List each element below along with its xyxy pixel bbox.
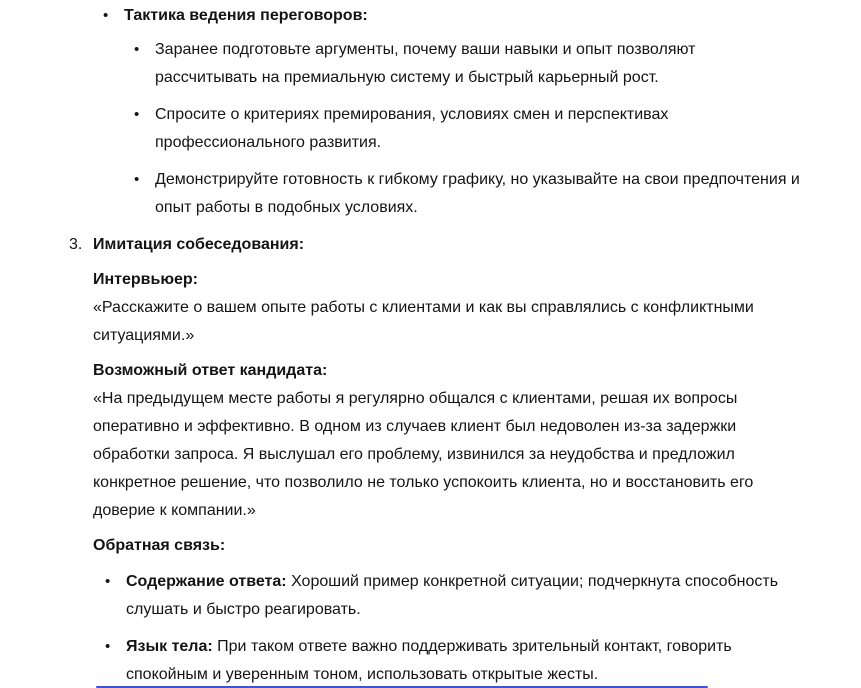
answer-text: «На предыдущем месте работы я регулярно общался с клиентами, решая их вопросы оперативно и эффективно. В одном из случаев клиент был недоволен из-за задержки обработки запроса. Я выслушал его проблему, извинился за неудобства и предложил конкретное решение, что позволило не только успокоить клиента, но и восстановить его доверие к компании.» bbox=[93, 390, 754, 519]
list-item bbox=[134, 166, 800, 222]
feedback-item-label: Язык тела: bbox=[126, 638, 213, 655]
feedback-label: Обратная связь: bbox=[93, 537, 226, 554]
negotiation-point-text: Заранее подготовьте аргументы, почему ваши навыки и опыт позволяют рассчитывать на премиальную систему и быстрый карьерный рост. bbox=[155, 41, 696, 86]
feedback-item-text: Хороший пример конкретной ситуации; подчеркнута способность слушать и быстро реагировать. bbox=[126, 573, 779, 618]
list-item-3 bbox=[69, 231, 793, 688]
interviewer-quote: «Расскажите о вашем опыте работы с клиентами и как вы справлялись с конфликтными ситуациями.» bbox=[93, 299, 754, 344]
candidate-answer-block bbox=[93, 357, 793, 525]
feedback-list bbox=[93, 568, 793, 688]
numbered-list bbox=[0, 231, 861, 688]
negotiation-title: Тактика ведения переговоров: bbox=[124, 7, 368, 24]
feedback-item-text: При таком ответе важно поддерживать зрительный контакт, говорить спокойным и уверенным тоном, использовать открытые жесты. bbox=[126, 638, 732, 683]
negotiation-point-text: Спросите о критериях премирования, условиях смен и перспективах профессионального развития. bbox=[155, 106, 669, 151]
mock-interview-heading bbox=[93, 231, 793, 259]
bullet-marker: • bbox=[105, 638, 111, 655]
negotiation-list bbox=[0, 2, 861, 222]
list-item bbox=[134, 36, 800, 92]
list-number: 3. bbox=[69, 236, 83, 253]
list-item bbox=[105, 633, 781, 688]
bullet-marker: • bbox=[134, 106, 140, 123]
interviewer-block bbox=[93, 266, 793, 350]
list-item bbox=[103, 2, 861, 222]
feedback-item-label: Содержание ответа: bbox=[126, 573, 287, 590]
negotiation-points-list bbox=[124, 36, 861, 222]
list-item bbox=[134, 101, 800, 157]
mock-interview-title: Имитация собеседования: bbox=[93, 236, 305, 253]
negotiation-point-text: Демонстрируйте готовность к гибкому графику, но указывайте на свои предпочтения и опыт работы в подобных условиях. bbox=[155, 171, 800, 216]
feedback-heading bbox=[93, 532, 793, 560]
answer-label: Возможный ответ кандидата: bbox=[93, 362, 328, 379]
interviewer-label: Интервьюер: bbox=[93, 271, 199, 288]
bullet-marker: • bbox=[134, 171, 140, 188]
bullet-marker: • bbox=[134, 41, 140, 58]
bullet-marker: • bbox=[103, 7, 109, 24]
bullet-marker: • bbox=[105, 573, 111, 590]
list-item bbox=[105, 568, 781, 624]
